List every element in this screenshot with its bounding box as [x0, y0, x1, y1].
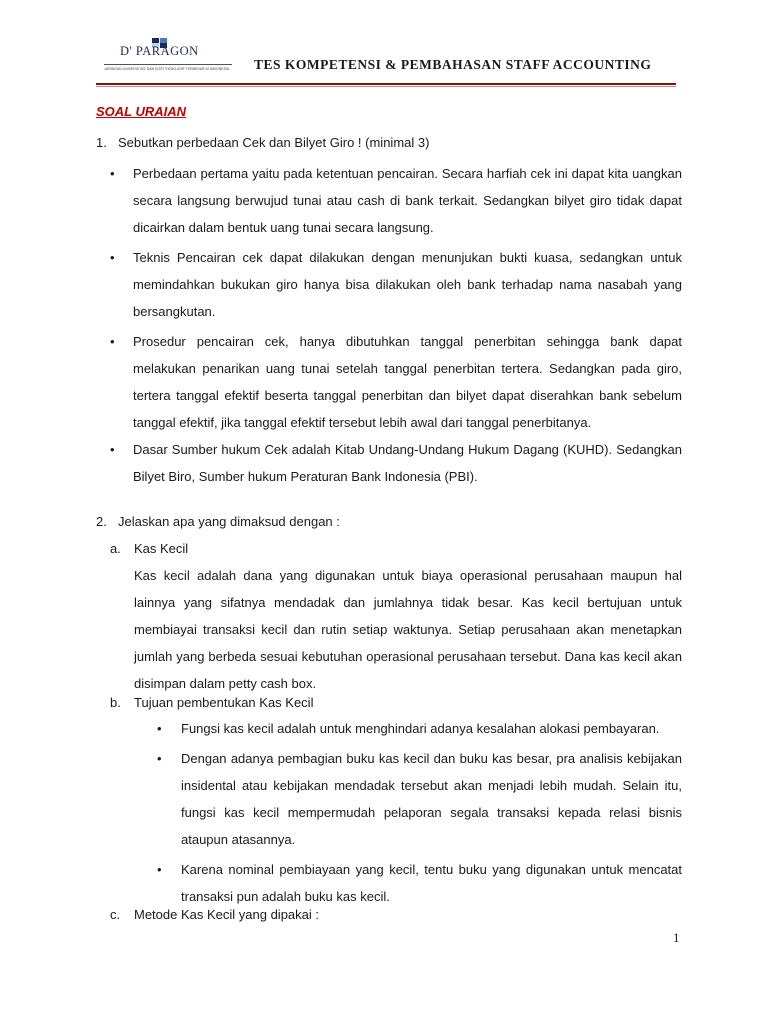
list-item: • Karena nominal pembiayaan yang kecil, tentu buku yang digunakan untuk mencatat transaksi pun adalah buku kas kecil. — [157, 856, 682, 910]
subquestion-title: Kas Kecil — [134, 541, 189, 556]
question-1 — [96, 135, 429, 150]
logo-text: D' PARAGON — [120, 44, 199, 58]
logo-divider — [104, 64, 232, 65]
header-rule-dark — [96, 83, 676, 85]
subquestion-letter: c. — [110, 907, 121, 922]
subquestion-title: Metode Kas Kecil yang dipakai : — [134, 907, 319, 922]
subquestion-a — [110, 541, 188, 556]
document-title: TES KOMPETENSI & PEMBAHASAN STAFF ACCOUNTING — [254, 57, 652, 72]
subquestion-letter: b. — [110, 695, 121, 710]
subquestion-a-answer: Kas kecil adalah dana yang digunakan untuk biaya operasional perusahaan maupun hal lainnya yang sifatnya mendadak dan jumlahnya tidak besar. Kas kecil bertujuan untuk membiayai transaksi kecil dan rutin setiap waktunya. Setiap perusahaan akan menetapkan jumlah yang berbeda sesuai kebutuhan operasional perusahaan tersebut. Dana kas kecil akan disimpan dalam petty cash box. — [134, 568, 682, 691]
page-number: 1 — [673, 930, 680, 945]
list-item: • Fungsi kas kecil adalah untuk menghindari adanya kesalahan alokasi pembayaran. — [157, 715, 682, 742]
subquestion-title: Tujuan pembentukan Kas Kecil — [134, 695, 314, 710]
answer-2b-list — [157, 715, 682, 910]
question-2 — [96, 514, 340, 529]
list-item: • Perbedaan pertama yaitu pada ketentuan pencairan. Secara harfiah cek ini dapat kita uangkan secara langsung berwujud tunai atau cash di bank terkait. Sedangkan bilyet giro tidak dapat dicairkan dalam bentuk uang tunai secara langsung. — [110, 160, 682, 241]
logo-tagline: JARINGAN UNIVERSITAS DAN KOST EKSKLUSIF TERBESAR DI INDONESIA — [104, 67, 230, 71]
list-item: • Teknis Pencairan cek dapat dilakukan dengan menunjukan bukti kuasa, sedangkan untuk memindahkan bukukan giro hanya bisa dilakukan oleh bank terhadap nama nasabah yang bersangkutan. — [110, 244, 682, 325]
question-number: 1. — [96, 135, 107, 150]
list-item: • Dasar Sumber hukum Cek adalah Kitab Undang-Undang Hukum Dagang (KUHD). Sedangkan Bilyet Biro, Sumber hukum Peraturan Bank Indonesia (PBI). — [110, 436, 682, 490]
question-number: 2. — [96, 514, 107, 529]
question-text: Jelaskan apa yang dimaksud dengan : — [118, 514, 340, 529]
page-header — [0, 0, 768, 96]
subquestion-c — [110, 907, 319, 922]
subquestion-letter: a. — [110, 541, 121, 556]
subquestion-b — [110, 695, 313, 710]
list-item: • Prosedur pencairan cek, hanya dibutuhkan tanggal penerbitan sehingga bank dapat melakukan penarikan uang tunai setelah tanggal penerbitan tertera. Sedangkan pada giro, tertera tanggal efektif beserta tanggal penerbitan dan bilyet dapat diserahkan bank sebelum tanggal efektif, jika tanggal efektif tersebut lebih awal dari tanggal penerbitanya. — [110, 328, 682, 436]
company-logo — [100, 38, 240, 78]
list-item: • Dengan adanya pembagian buku kas kecil dan buku kas besar, pra analisis kebijakan insidental atau kebijakan mendadak tersebut akan menjadi lebih mudah. Selain itu, fungsi kas kecil mempermudah pelaporan segala transaksi kepada relasi bisnis ataupun atasannya. — [157, 745, 682, 853]
header-rule-light — [96, 86, 676, 87]
answer-1-list — [110, 160, 682, 490]
question-text: Sebutkan perbedaan Cek dan Bilyet Giro ! (minimal 3) — [118, 135, 430, 150]
section-title: SOAL URAIAN — [96, 104, 187, 119]
